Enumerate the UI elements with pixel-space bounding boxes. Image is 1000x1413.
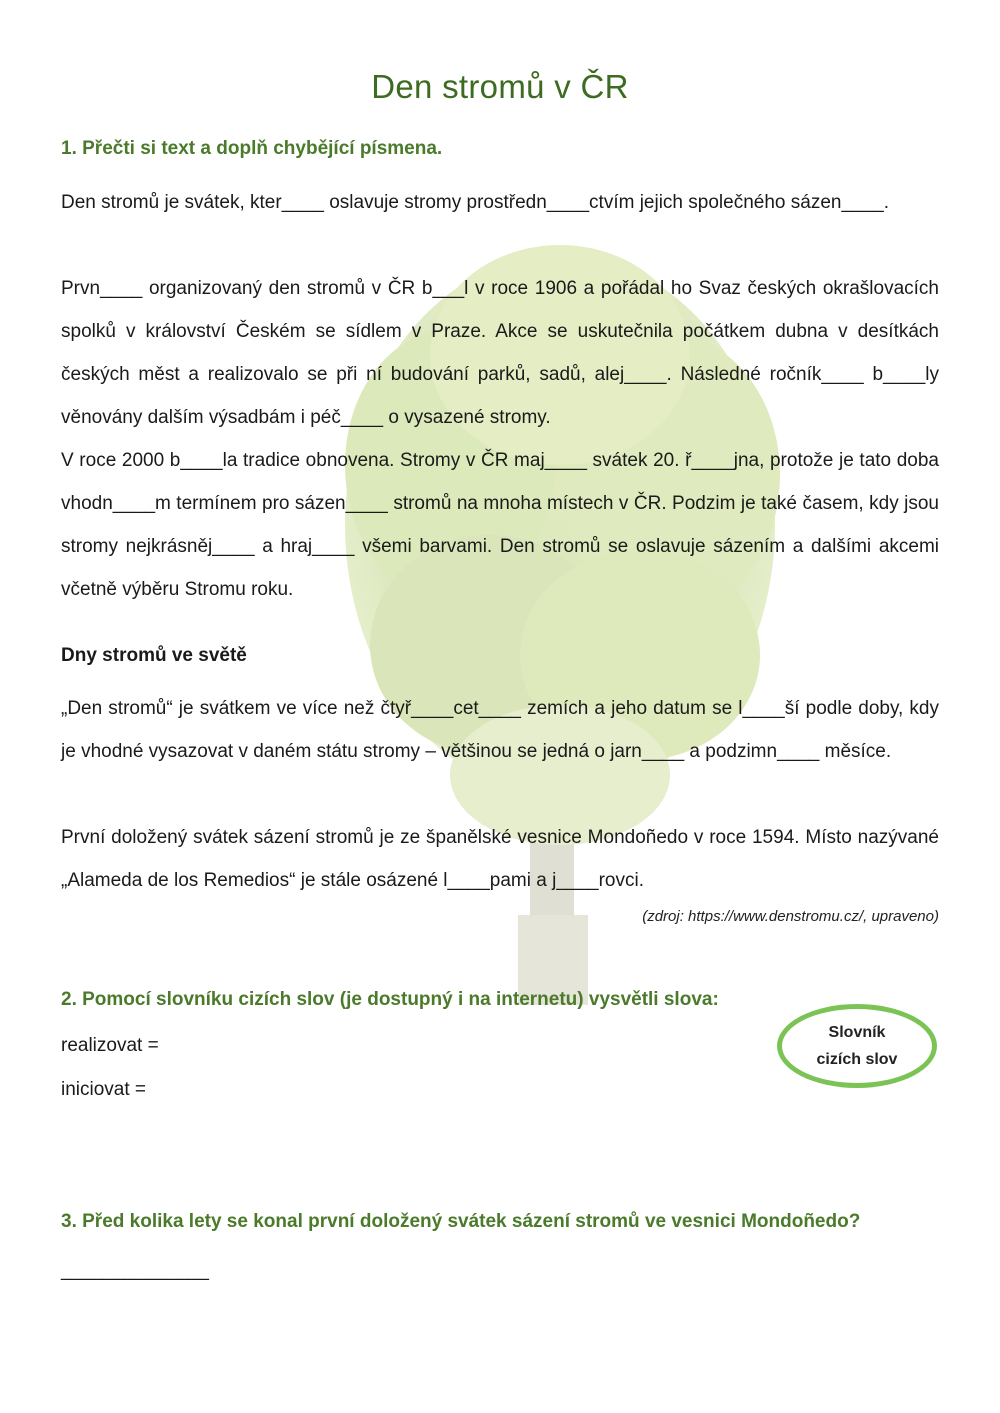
world-subheading: Dny stromů ve světě: [61, 645, 247, 666]
task2-heading: 2. Pomocí slovníku cizích slov (je dostupný i na internetu) vysvětli slova:: [61, 989, 719, 1010]
task3-heading: 3. Před kolika lety se konal první doložený svátek sázení stromů ve vesnici Mondoñedo?: [61, 1211, 861, 1232]
task1-heading: 1. Přečti si text a doplň chybějící písmena.: [61, 138, 443, 159]
task1-paragraph-2: Prvn____ organizovaný den stromů v ČR b___l v roce 1906 a pořádal ho Svaz českých okrašlovacích spolků v království Českém se sídlem v Praze. Akce se uskutečnila počátkem dubna v desítkách českých měst a realizovalo se při ní budování parků, sadů, alej____. Následné ročník____ b____ly věnovány dalším výsadbám i péč____ o vysazené stromy.: [61, 278, 939, 428]
word-realizovat: realizovat =: [61, 1035, 159, 1056]
task3-answer-line[interactable]: ______________: [61, 1260, 209, 1281]
dictionary-badge-line2: cizích slov: [816, 1051, 898, 1068]
source-note: (zdroj: https://www.denstromu.cz/, upraveno): [642, 908, 939, 925]
page-title: Den stromů v ČR: [371, 68, 629, 105]
dictionary-badge: [777, 1004, 937, 1088]
word-iniciovat: iniciovat =: [61, 1079, 147, 1100]
task1-paragraph-5: První doložený svátek sázení stromů je ze španělské vesnice Mondoñedo v roce 1594. Místo nazývané „Alameda de los Remedios“ je stále osázené l____pami a j____rovci.: [61, 827, 939, 891]
task1-paragraph-4: „Den stromů“ je svátkem ve více než čtyř____cet____ zemích a jeho datum se l____ší podle doby, kdy je vhodné vysazovat v daném státu stromy – většinou se jedná o jarn____ a podzimn____ měsíce.: [61, 698, 939, 762]
dictionary-badge-line1: Slovník: [828, 1024, 886, 1041]
task1-paragraph-1: Den stromů je svátek, kter____ oslavuje stromy prostředn____ctvím jejich společného sázen____.: [61, 192, 889, 213]
task1-paragraph-3: V roce 2000 b____la tradice obnovena. Stromy v ČR maj____ svátek 20. ř____jna, protože je tato doba vhodn____m termínem pro sázen____ stromů na mnoha místech v ČR. Podzim je také časem, kdy jsou stromy nejkrásněj____ a hraj____ všemi barvami. Den stromů se oslavuje sázením a dalšími akcemi včetně výběru Stromu roku.: [61, 450, 939, 600]
